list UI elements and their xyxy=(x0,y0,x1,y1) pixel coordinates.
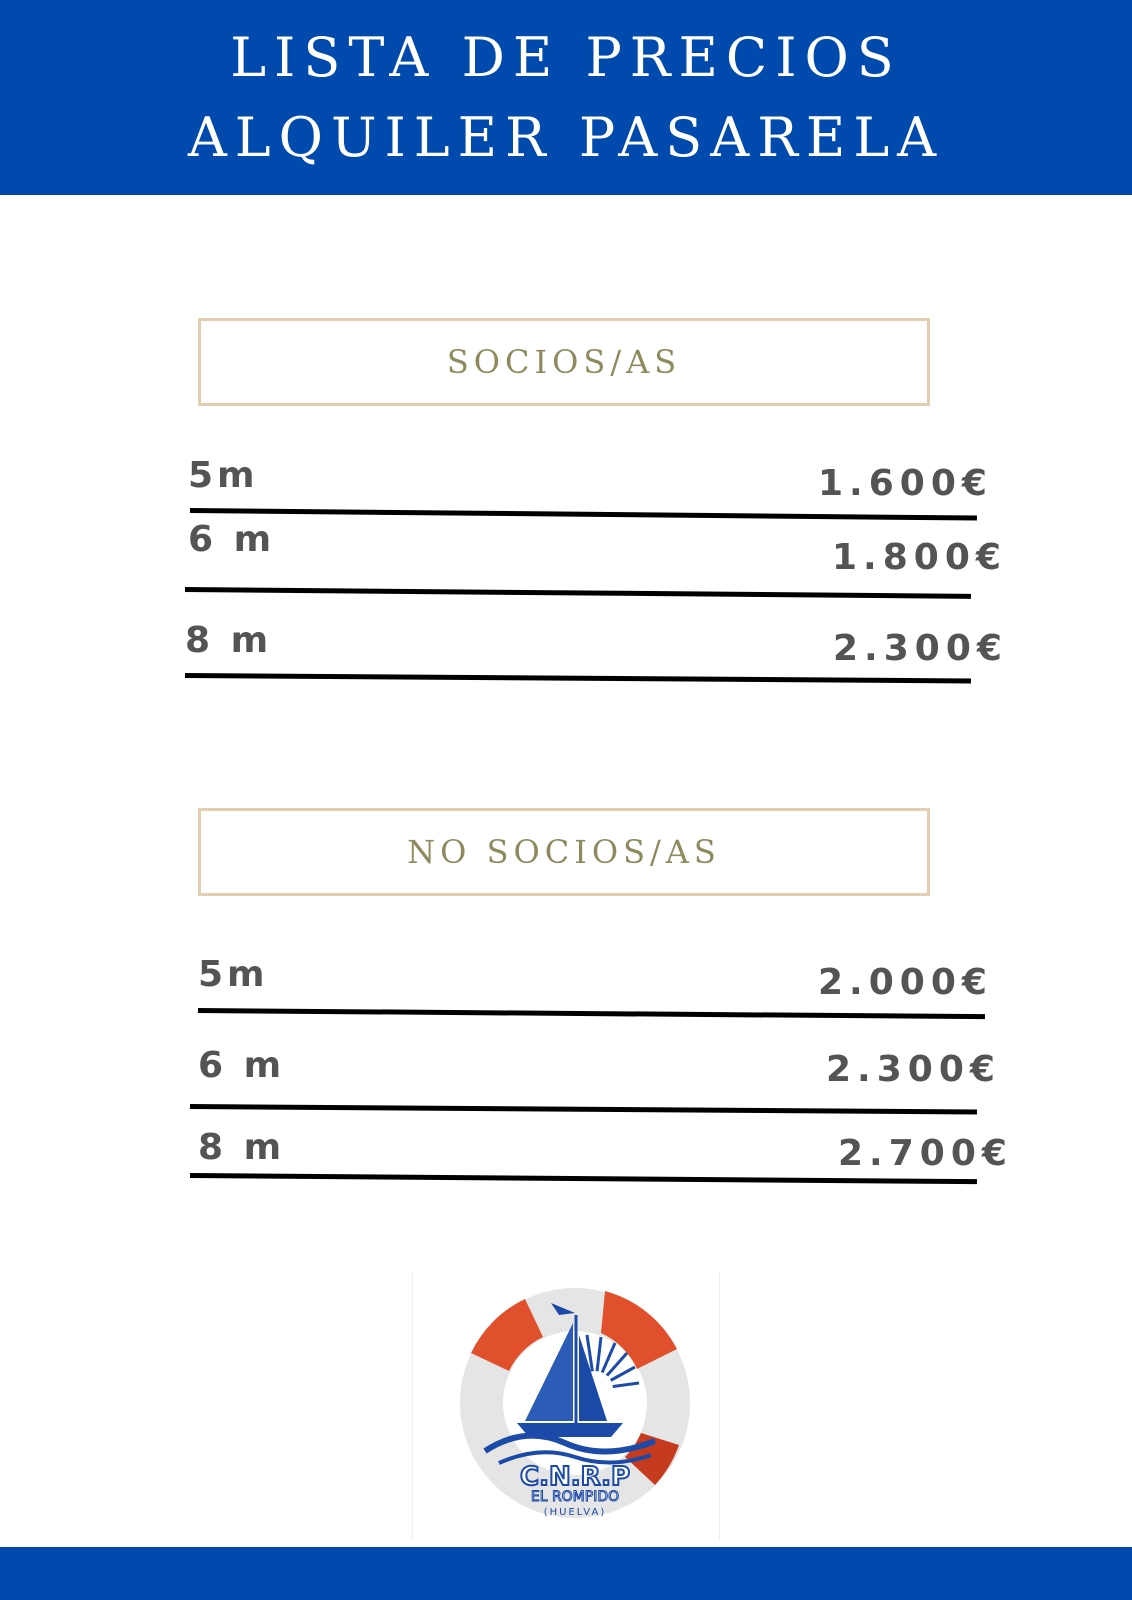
row-divider xyxy=(190,508,977,521)
title-line-2: ALQUILER PASARELA xyxy=(187,105,945,169)
size-label: 6 m xyxy=(198,1045,286,1086)
club-logo xyxy=(455,1285,695,1525)
page-footer xyxy=(0,1547,1132,1600)
title-line-1: LISTA DE PRECIOS xyxy=(230,25,902,89)
logo-region: (HUELVA) xyxy=(543,1507,607,1518)
price-value: 2.700€ xyxy=(838,1133,1013,1174)
row-divider xyxy=(198,1008,985,1019)
size-label: 6 m xyxy=(188,519,276,560)
size-label: 8 m xyxy=(198,1127,286,1168)
price-value: 2.300€ xyxy=(826,1049,1001,1090)
section-title: SOCIOS/AS xyxy=(446,343,682,381)
size-label: 5m xyxy=(188,455,259,496)
price-value: 2.000€ xyxy=(818,962,993,1003)
price-value: 1.800€ xyxy=(832,537,1007,578)
row-divider xyxy=(190,1104,977,1114)
price-value: 1.600€ xyxy=(818,463,993,504)
logo-location: EL ROMPIDO xyxy=(530,1489,620,1505)
size-label: 5m xyxy=(198,954,269,995)
size-label: 8 m xyxy=(185,620,273,661)
price-value: 2.300€ xyxy=(833,628,1008,669)
row-divider xyxy=(185,587,971,599)
section-header-socios xyxy=(198,318,930,406)
logo-name: C.N.R.P xyxy=(519,1462,631,1492)
row-divider xyxy=(185,673,971,683)
row-divider xyxy=(190,1173,977,1184)
section-header-no-socios xyxy=(198,808,930,896)
page-header xyxy=(0,0,1132,195)
section-title: NO SOCIOS/AS xyxy=(407,833,721,871)
